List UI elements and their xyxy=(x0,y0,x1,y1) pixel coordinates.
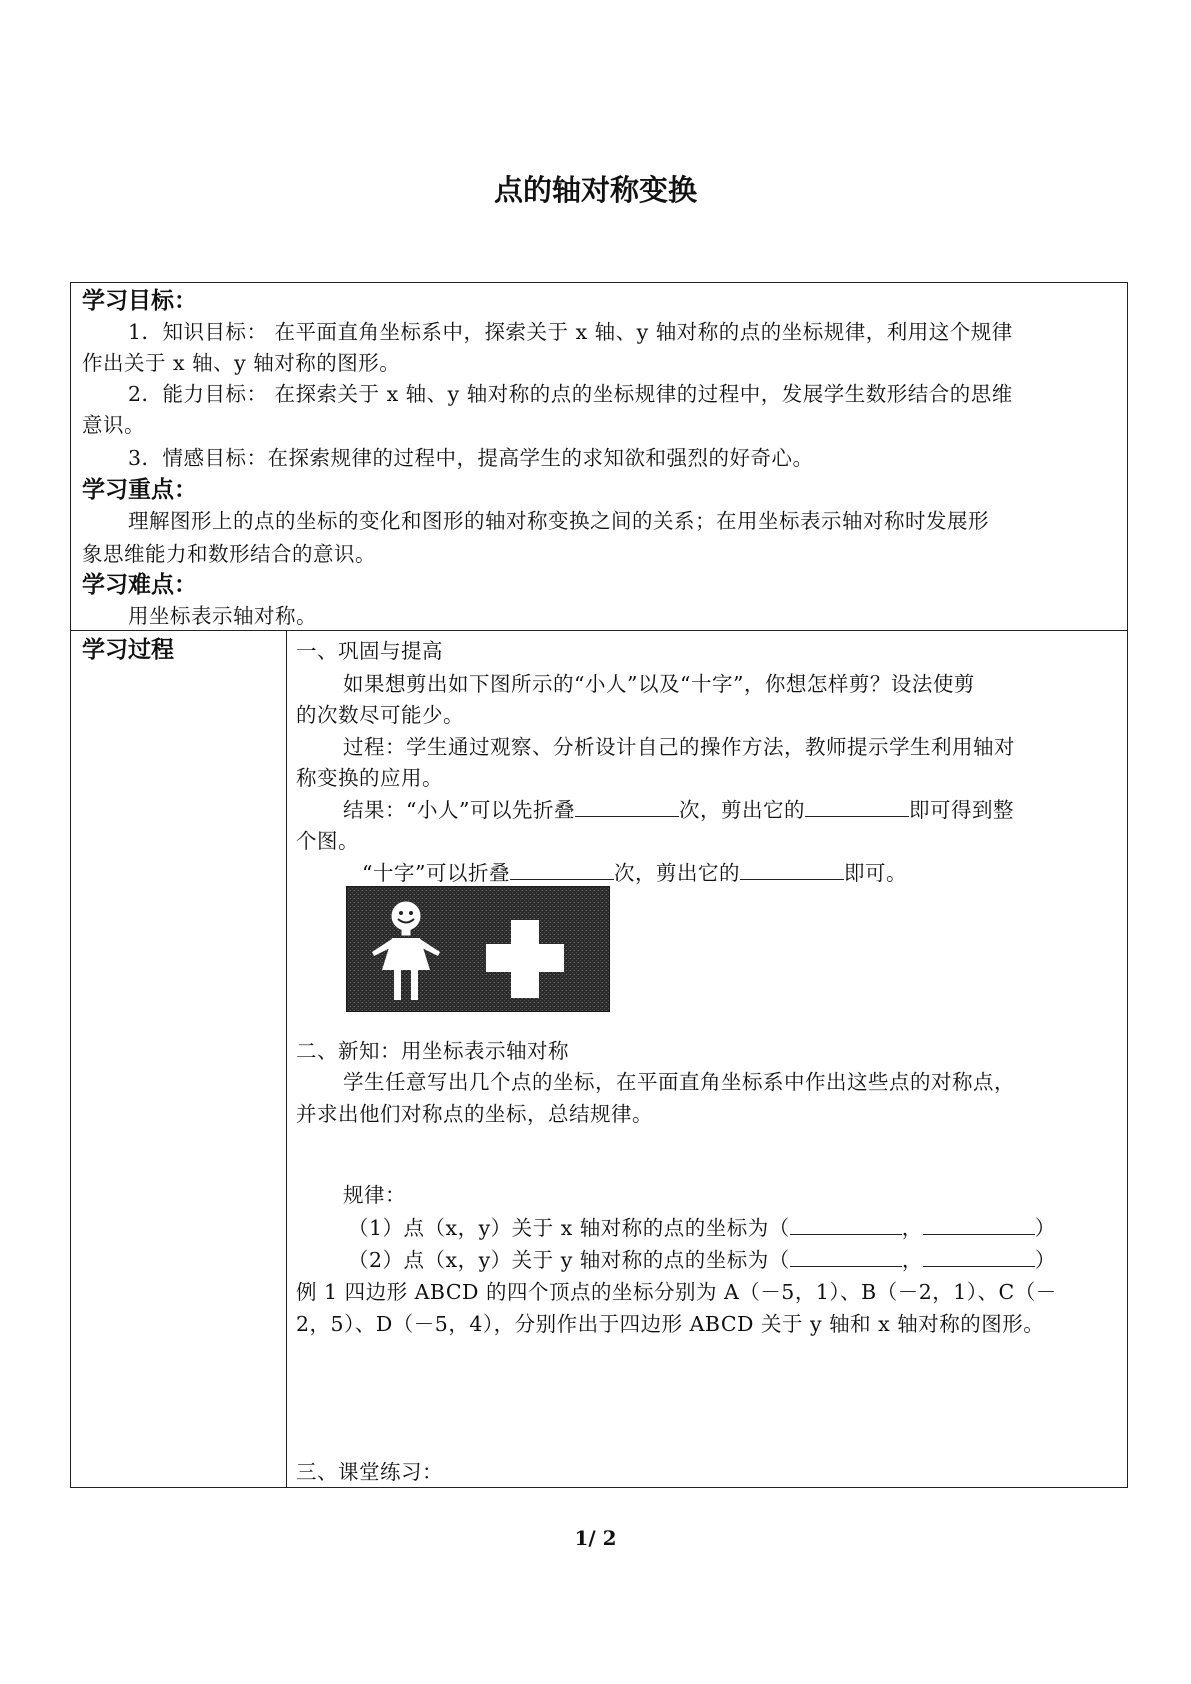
example-1-cont: 2，5）、D（－5，4），分别作出于四边形 ABCD 关于 y 轴和 x 轴对称的图形。 xyxy=(296,1312,1045,1336)
difficulty-heading: 学习难点： xyxy=(82,572,197,598)
difficulty-text: 用坐标表示轴对称。 xyxy=(128,604,317,628)
key-points-text: 理解图形上的点的坐标的变化和图形的轴对称变换之间的关系；在用坐标表示轴对称时发展形 xyxy=(128,509,989,533)
fold-count-blank[interactable] xyxy=(575,796,679,817)
key-points-text-cont: 象思维能力和数形结合的意识。 xyxy=(82,542,376,566)
section-1-title: 一、巩固与提高 xyxy=(296,639,443,663)
page-title: 点的轴对称变换 xyxy=(493,173,697,207)
objective-item-2: 2．能力目标： 在探索关于 x 轴、y 轴对称的点的坐标规律的过程中，发展学生数形结合的思维 xyxy=(128,382,1013,406)
rule-2-close: ） xyxy=(1034,1248,1056,1272)
cross-text-a: “十字”可以折叠 xyxy=(362,861,510,885)
process-heading: 学习过程 xyxy=(82,637,174,663)
section-1-paragraph-cont: 的次数尽可能少。 xyxy=(296,703,464,727)
objective-item-3: 3．情感目标：在探索规律的过程中，提高学生的求知欲和强烈的好奇心。 xyxy=(128,446,814,470)
rule-1-line xyxy=(348,1212,1056,1244)
result-text-c: 即可得到整 xyxy=(908,798,1014,822)
objective-item-2-cont: 意识。 xyxy=(82,413,145,437)
objective-item-1-cont: 作出关于 x 轴、y 轴对称的图形。 xyxy=(82,351,401,375)
process-column-divider xyxy=(286,630,287,1488)
rule-1-y-blank[interactable] xyxy=(923,1214,1035,1235)
objectives-heading: 学习目标： xyxy=(82,288,197,314)
section-1-process: 过程：学生通过观察、分析设计自己的操作方法，教师提示学生利用轴对 xyxy=(343,735,1015,759)
section-1-result-line xyxy=(343,794,1014,826)
section-2-title: 二、新知：用坐标表示轴对称 xyxy=(296,1039,569,1063)
cross-text-c: 即可。 xyxy=(843,861,907,885)
section-2-paragraph-cont: 并求出他们对称点的坐标，总结规律。 xyxy=(296,1102,653,1126)
rule-1-comma: ， xyxy=(901,1216,923,1240)
objective-item-1: 1．知识目标： 在平面直角坐标系中，探索关于 x 轴、y 轴对称的点的坐标规律，利用这个规律 xyxy=(128,320,1013,344)
result-text-b: 次，剪出它的 xyxy=(678,798,805,822)
rule-2-x-blank[interactable] xyxy=(790,1246,902,1267)
rule-1-text: （1）点（x，y）关于 x 轴对称的点的坐标为（ xyxy=(348,1216,790,1240)
cut-part-blank[interactable] xyxy=(805,796,909,817)
rule-2-line xyxy=(348,1244,1056,1276)
paper-cut-figure xyxy=(346,886,610,1012)
section-1-paragraph: 如果想剪出如下图所示的“小人”以及“十字”，你想怎样剪？设法使剪 xyxy=(343,672,975,696)
rule-1-x-blank[interactable] xyxy=(790,1214,902,1235)
rule-2-text: （2）点（x，y）关于 y 轴对称的点的坐标为（ xyxy=(348,1248,790,1272)
rule-2-comma: ， xyxy=(901,1248,923,1272)
rule-2-y-blank[interactable] xyxy=(923,1246,1035,1267)
example-1: 例 1 四边形 ABCD 的四个顶点的坐标分别为 A（－5，1）、B（－2，1）、C（－ xyxy=(296,1280,1057,1304)
cross-cut-part-blank[interactable] xyxy=(740,859,844,880)
section-1-result-cont: 个图。 xyxy=(296,829,359,853)
result-text-a: 结果：“小人”可以先折叠 xyxy=(343,798,575,822)
cross-fold-count-blank[interactable] xyxy=(510,859,614,880)
section-1-process-cont: 称变换的应用。 xyxy=(296,766,443,790)
section-3-title: 三、课堂练习： xyxy=(296,1460,443,1484)
rule-label: 规律： xyxy=(343,1183,406,1207)
section-2-paragraph: 学生任意写出几个点的坐标，在平面直角坐标系中作出这些点的对称点， xyxy=(343,1070,1015,1094)
page-number: 1/ 2 xyxy=(574,1526,617,1550)
key-points-heading: 学习重点： xyxy=(82,477,197,503)
rule-1-close: ） xyxy=(1034,1216,1056,1240)
cross-text-b: 次，剪出它的 xyxy=(613,861,740,885)
section-1-cross-line xyxy=(362,857,907,889)
